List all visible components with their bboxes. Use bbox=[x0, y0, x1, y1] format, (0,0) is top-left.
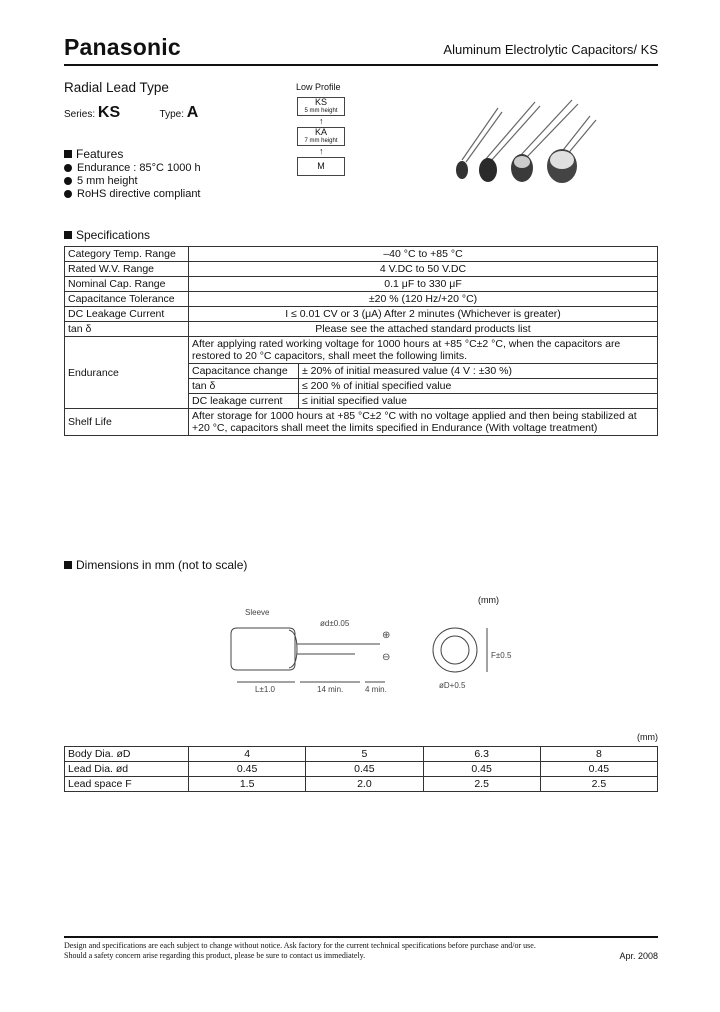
square-bullet-icon bbox=[64, 561, 72, 569]
dim-value: 5 bbox=[306, 747, 423, 762]
table-row bbox=[65, 322, 658, 337]
dim-value: 8 bbox=[540, 747, 657, 762]
spec-label: DC Leakage Current bbox=[65, 307, 189, 322]
series-value: KS bbox=[97, 104, 121, 121]
series-box-name: KA bbox=[314, 127, 327, 137]
document-title: Aluminum Electrolytic Capacitors/ KS bbox=[443, 42, 658, 57]
endurance-sub-value: ≤ initial specified value bbox=[299, 394, 658, 409]
spec-label: Capacitance Tolerance bbox=[65, 292, 189, 307]
spec-label: tan δ bbox=[65, 322, 189, 337]
table-row bbox=[65, 292, 658, 307]
endurance-sub-label: Capacitance change bbox=[189, 364, 299, 379]
table-unit-note: (mm) bbox=[637, 732, 658, 742]
dim-value: 2.0 bbox=[306, 777, 423, 792]
endurance-sub-value: ± 20% of initial measured value (4 V : ±30 %) bbox=[299, 364, 658, 379]
features-heading bbox=[64, 147, 123, 161]
table-row bbox=[65, 277, 658, 292]
table-row bbox=[65, 262, 658, 277]
feature-text: RoHS directive compliant bbox=[77, 188, 201, 200]
footer-date: Apr. 2008 bbox=[619, 951, 658, 961]
spec-value: 4 V.DC to 50 V.DC bbox=[189, 262, 658, 277]
dim-value: 2.5 bbox=[423, 777, 540, 792]
spec-label: Nominal Cap. Range bbox=[65, 277, 189, 292]
footer-line: Design and specifications are each subject to change without notice. Ask factory for the current technical specifications before purchase and/or use. bbox=[64, 941, 536, 950]
footer-disclaimer bbox=[64, 941, 536, 961]
table-row bbox=[65, 747, 658, 762]
endurance-sub-label: DC leakage current bbox=[189, 394, 299, 409]
series-box-m bbox=[297, 157, 345, 176]
spec-value: Please see the attached standard products list bbox=[189, 322, 658, 337]
lead-type-heading: Radial Lead Type bbox=[64, 80, 169, 95]
spec-value: 0.1 μF to 330 μF bbox=[189, 277, 658, 292]
dim-value: 0.45 bbox=[540, 762, 657, 777]
series-box-ka bbox=[297, 127, 345, 146]
spec-value: I ≤ 0.01 CV or 3 (μA) After 2 minutes (Whichever is greater) bbox=[189, 307, 658, 322]
specifications-table bbox=[64, 246, 658, 436]
dim-value: 0.45 bbox=[306, 762, 423, 777]
dim-value: 0.45 bbox=[189, 762, 306, 777]
list-item bbox=[64, 162, 201, 175]
feature-text: 5 mm height bbox=[77, 175, 138, 187]
drawing-unit-note: (mm) bbox=[478, 595, 499, 605]
arrow-up-icon: ↑ bbox=[319, 146, 324, 156]
dim-label: Body Dia. øD bbox=[65, 747, 189, 762]
dim-value: 4 bbox=[189, 747, 306, 762]
minus-icon: ⊖ bbox=[382, 652, 391, 663]
series-row bbox=[64, 104, 198, 122]
series-box-name: KS bbox=[314, 97, 327, 107]
series-box-note: 7 mm height bbox=[304, 138, 338, 144]
table-row bbox=[65, 762, 658, 777]
dimension-drawing bbox=[225, 600, 512, 700]
dim-value: 2.5 bbox=[540, 777, 657, 792]
dim-label: Lead Dia. ød bbox=[65, 762, 189, 777]
length-label: L±1.0 bbox=[255, 685, 275, 694]
table-row bbox=[65, 307, 658, 322]
dimensions-table bbox=[64, 746, 658, 792]
series-box-note: 5 mm height bbox=[304, 108, 338, 114]
arrow-up-icon: ↑ bbox=[319, 116, 324, 126]
min-length-label: 4 min. bbox=[365, 685, 387, 694]
brand-logo: Panasonic bbox=[64, 34, 181, 60]
dim-label: Lead space F bbox=[65, 777, 189, 792]
features-heading-text: Features bbox=[76, 147, 124, 161]
type-label: Type: bbox=[159, 109, 184, 120]
bullet-icon bbox=[64, 177, 72, 185]
features-list bbox=[64, 162, 201, 201]
series-label: Series: bbox=[64, 109, 96, 120]
footer-line: Should a safety concern arise regarding this product, please be sure to contact us immediately. bbox=[64, 951, 366, 960]
specifications-heading bbox=[64, 228, 150, 242]
sleeve-label: Sleeve bbox=[245, 608, 270, 617]
body-dia-label: øD+0.5 bbox=[439, 681, 466, 690]
dimensions-heading-text: Dimensions in mm (not to scale) bbox=[76, 558, 248, 572]
shelf-life-text: After storage for 1000 hours at +85 °C±2 °C with no voltage applied and then being stabilized at +20 °C, capacitors shall meet the limits specified in Endurance (With voltage treatment) bbox=[189, 409, 658, 436]
spec-label: Endurance bbox=[65, 337, 189, 409]
square-bullet-icon bbox=[64, 150, 72, 158]
endurance-sub-label: tan δ bbox=[189, 379, 299, 394]
series-box-ks bbox=[297, 97, 345, 116]
table-row bbox=[65, 337, 658, 364]
spec-label: Shelf Life bbox=[65, 409, 189, 436]
square-bullet-icon bbox=[64, 231, 72, 239]
list-item bbox=[64, 188, 201, 201]
table-row bbox=[65, 409, 658, 436]
plus-icon: ⊕ bbox=[382, 630, 391, 641]
dim-value: 1.5 bbox=[189, 777, 306, 792]
spec-label: Rated W.V. Range bbox=[65, 262, 189, 277]
lead-dia-label: ød±0.05 bbox=[320, 619, 350, 628]
endurance-text: After applying rated working voltage for 1000 hours at +85 °C±2 °C, when the capacitors are restored to 20 °C capacitors, shall meet the following limits. bbox=[189, 337, 658, 364]
spec-value: –40 °C to +85 °C bbox=[189, 247, 658, 262]
capacitor-photo bbox=[440, 90, 605, 190]
feature-text: Endurance : 85°C 1000 h bbox=[77, 162, 201, 174]
footer-rule bbox=[64, 936, 658, 938]
specifications-heading-text: Specifications bbox=[76, 228, 151, 242]
series-box-name: M bbox=[317, 161, 325, 171]
dimensions-heading bbox=[64, 558, 247, 572]
table-row bbox=[65, 777, 658, 792]
endurance-sub-value: ≤ 200 % of initial specified value bbox=[299, 379, 658, 394]
spec-label: Category Temp. Range bbox=[65, 247, 189, 262]
bullet-icon bbox=[64, 190, 72, 198]
header-rule bbox=[64, 64, 658, 66]
spec-value: ±20 % (120 Hz/+20 °C) bbox=[189, 292, 658, 307]
type-value: A bbox=[186, 104, 199, 121]
dim-value: 0.45 bbox=[423, 762, 540, 777]
low-profile-title: Low Profile bbox=[296, 82, 341, 92]
list-item bbox=[64, 175, 201, 188]
dim-value: 6.3 bbox=[423, 747, 540, 762]
spacing-label: F±0.5 bbox=[491, 651, 512, 660]
table-row bbox=[65, 247, 658, 262]
bullet-icon bbox=[64, 164, 72, 172]
lead-length-label: 14 min. bbox=[317, 685, 344, 694]
